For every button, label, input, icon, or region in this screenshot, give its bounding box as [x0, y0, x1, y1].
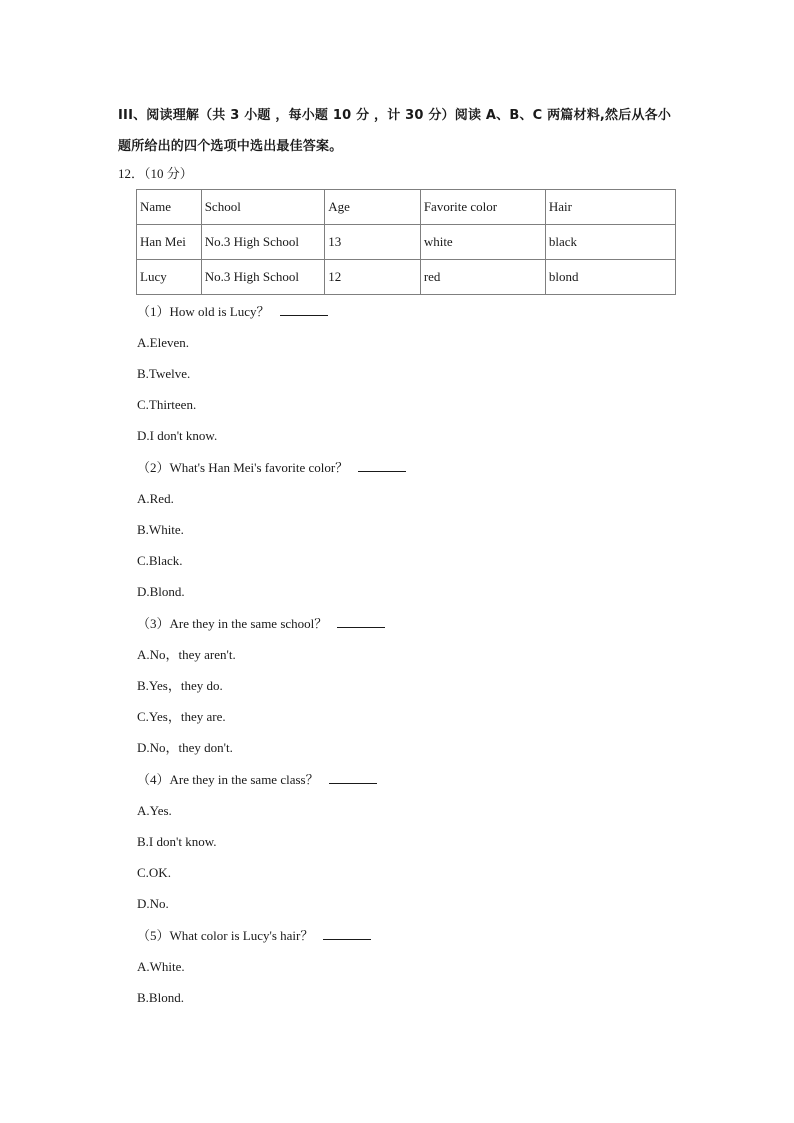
- question-2-option-d: D.Blond.: [137, 584, 185, 599]
- question-1-option-a: A.Eleven.: [137, 335, 189, 350]
- question-4-option-a: A.Yes.: [137, 803, 172, 818]
- table-cell: 13: [325, 225, 421, 260]
- question-3-option-b: B.Yes，they do.: [137, 678, 223, 693]
- header-cell-name: Name: [137, 190, 202, 225]
- table-cell: black: [545, 225, 675, 260]
- question-2-prompt: [137, 458, 406, 478]
- table-row: [137, 260, 676, 295]
- question-number: 12．（10 分）: [118, 166, 193, 181]
- answer-blank: [337, 615, 385, 628]
- question-1-option-b: B.Twelve.: [137, 366, 191, 381]
- question-text: （3）Are they in the same school？: [137, 616, 328, 631]
- question-5-prompt: [137, 926, 371, 946]
- header-cell-age: Age: [325, 190, 421, 225]
- section-heading: [118, 100, 688, 162]
- question-3-option-d: D.No，they don't.: [137, 740, 233, 755]
- table-header-row: [137, 190, 676, 225]
- answer-blank: [280, 303, 328, 316]
- question-4-option-b: B.I don't know.: [137, 834, 217, 849]
- student-info-table: [136, 189, 676, 295]
- question-3-option-c: C.Yes，they are.: [137, 709, 226, 724]
- question-2-option-a: A.Red.: [137, 491, 174, 506]
- table-cell: blond: [545, 260, 675, 295]
- answer-blank: [329, 771, 377, 784]
- header-cell-hair: Hair: [545, 190, 675, 225]
- table-cell: Han Mei: [137, 225, 202, 260]
- table-cell: No.3 High School: [201, 225, 325, 260]
- question-4-prompt: [137, 770, 377, 790]
- section-heading-line-2: 题所给出的四个选项中选出最佳答案。: [118, 139, 343, 154]
- table-cell: No.3 High School: [201, 260, 325, 295]
- question-text: （1）How old is Lucy？: [137, 304, 270, 319]
- table-cell: Lucy: [137, 260, 202, 295]
- question-text: （2）What's Han Mei's favorite color？: [137, 460, 349, 475]
- question-4-option-d: D.No.: [137, 896, 169, 911]
- question-5-option-a: A.White.: [137, 959, 185, 974]
- question-1-option-d: D.I don't know.: [137, 428, 218, 443]
- question-2-option-b: B.White.: [137, 522, 184, 537]
- header-cell-school: School: [201, 190, 325, 225]
- question-1-prompt: [137, 302, 328, 322]
- header-cell-favorite-color: Favorite color: [420, 190, 545, 225]
- question-2-option-c: C.Black.: [137, 553, 183, 568]
- question-text: （5）What color is Lucy's hair？: [137, 928, 314, 943]
- question-text: （4）Are they in the same class？: [137, 772, 319, 787]
- table-cell: white: [420, 225, 545, 260]
- answer-blank: [358, 459, 406, 472]
- question-4-option-c: C.OK.: [137, 865, 171, 880]
- table-cell: 12: [325, 260, 421, 295]
- section-heading-line-1: III、阅读理解（共 3 小题 ，每小题 10 分 ，计 30 分）阅读 A、B、C 两篇材料,然后从各小: [118, 108, 672, 123]
- answer-blank: [323, 927, 371, 940]
- question-1-option-c: C.Thirteen.: [137, 397, 197, 412]
- table-row: [137, 225, 676, 260]
- table-cell: red: [420, 260, 545, 295]
- question-3-prompt: [137, 614, 385, 634]
- question-3-option-a: A.No，they aren't.: [137, 647, 236, 662]
- question-5-option-b: B.Blond.: [137, 990, 184, 1005]
